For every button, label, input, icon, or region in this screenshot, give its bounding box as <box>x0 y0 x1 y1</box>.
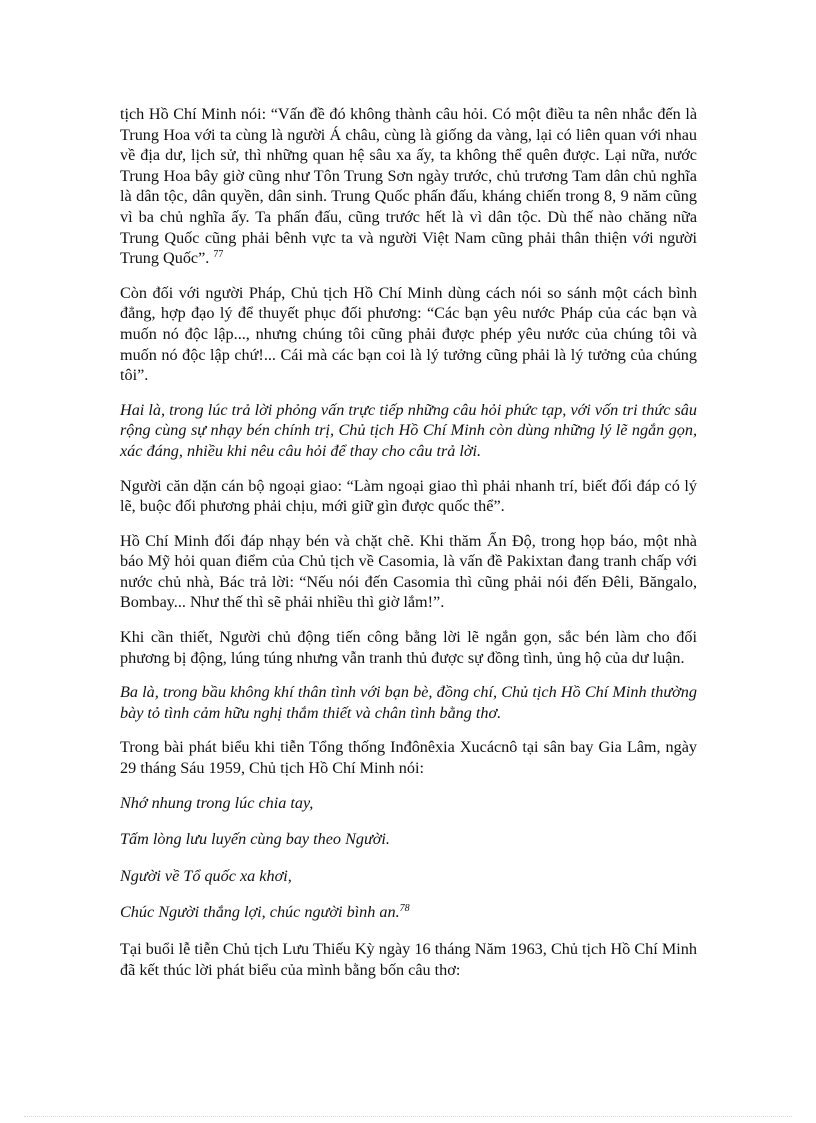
paragraph-advice: Người căn dặn cán bộ ngoại giao: “Làm ngoại giao thì phải nhanh trí, biết đối đáp có lý lẽ, buộc đối phương phải chịu, mới giữ gìn được quốc thể”. <box>120 476 697 516</box>
paragraph-china-quote <box>120 104 697 269</box>
paragraph-france: Còn đối với người Pháp, Chủ tịch Hồ Chí Minh dùng cách nói so sánh một cách bình đẳng, hợp đạo lý để thuyết phục đối phương: “Các bạn yêu nước Pháp của các bạn và muốn nó độc lập..., nhưng chúng tôi cũng phải được phép yêu nước của chúng tôi và muốn nó độc lập chứ!... Cái mà các bạn coi là lý tưởng cũng phải là lý tưởng của chúng tôi”. <box>120 283 697 385</box>
footnote-ref-78[interactable]: 78 <box>399 903 410 915</box>
paragraph-point-three: Ba là, trong bầu không khí thân tình với bạn bè, đồng chí, Chủ tịch Hồ Chí Minh thường bày tỏ tình cảm hữu nghị thắm thiết và chân tình bằng thơ. <box>120 683 697 722</box>
paragraph-offensive: Khi cần thiết, Người chủ động tiến công bằng lời lẽ ngắn gọn, sắc bén làm cho đối phương bị động, lúng túng nhưng vẫn tranh thủ được sự đồng tình, ủng hộ của dư luận. <box>120 628 697 667</box>
document-page <box>120 104 697 994</box>
paragraph-closing: Tại buổi lễ tiễn Chủ tịch Lưu Thiếu Kỳ ngày 16 tháng Năm 1963, Chủ tịch Hồ Chí Minh đã kết thúc lời phát biểu của mình bằng bốn câu thơ: <box>120 940 697 979</box>
paragraph-point-two: Hai là, trong lúc trả lời phỏng vấn trực tiếp những câu hỏi phức tạp, với vốn tri thức sâu rộng cùng sự nhạy bén chính trị, Chủ tịch Hồ Chí Minh còn dùng những lý lẽ ngắn gọn, xác đáng, nhiều khi nêu câu hỏi để thay cho câu trả lời. <box>120 400 697 460</box>
verse-line-1: Nhớ nhung trong lúc chia tay, <box>120 793 314 812</box>
footnote-ref-77[interactable]: 77 <box>213 249 224 261</box>
paragraph-sukarno-speech: Trong bài phát biểu khi tiễn Tổng thống Inđônêxia Xucácnô tại sân bay Gia Lâm, ngày 29 tháng Sáu 1959, Chủ tịch Hồ Chí Minh nói: <box>120 738 697 778</box>
verse-line-2: Tấm lòng lưu luyến cùng bay theo Người. <box>120 830 390 849</box>
verse-line-4 <box>120 902 697 923</box>
verse-line-3: Người về Tổ quốc xa khơi, <box>120 866 292 885</box>
verse-line-4-text: Chúc Người thắng lợi, chúc người bình an. <box>120 903 400 922</box>
paragraph-india-visit: Hồ Chí Minh đối đáp nhạy bén và chặt chẽ. Khi thăm Ấn Độ, trong họp báo, một nhà báo Mỹ hỏi quan điểm của Chủ tịch về Casomia, là vấn đề Pakixtan đang tranh chấp với nước chủ nhà, Bác trả lời: “Nếu nói đến Casomia thì cũng phải nói đến Đêli, Băngalo, Bombay... Như thế thì sẽ phải nhiều thì giờ lắm!”. <box>120 531 697 612</box>
page-bottom-divider <box>24 1116 792 1117</box>
paragraph-text: tịch Hồ Chí Minh nói: “Vấn đề đó không thành câu hỏi. Có một điều ta nên nhắc đến là Trung Hoa với ta cùng là người Á châu, cùng là giống da vàng, lại có liên quan với nhau về địa dư, lịch sử, thì những quan hệ sâu xa ấy, ta không thể quên được. Lại nữa, nước Trung Hoa bây giờ cũng như Tôn Trung Sơn ngày trước, chủ trương Tam dân chủ nghĩa là dân tộc, dân quyền, dân sinh. Trung Quốc phấn đấu, kháng chiến trong 8, 9 năm cũng vì ba chủ nghĩa ấy. Ta phấn đấu, cũng trước hết là vì dân tộc. Dù thế nào chăng nữa Trung Quốc cũng phải bênh vực ta và người Việt Nam cũng phải thân thiện với người Trung Quốc”. <box>120 105 697 268</box>
